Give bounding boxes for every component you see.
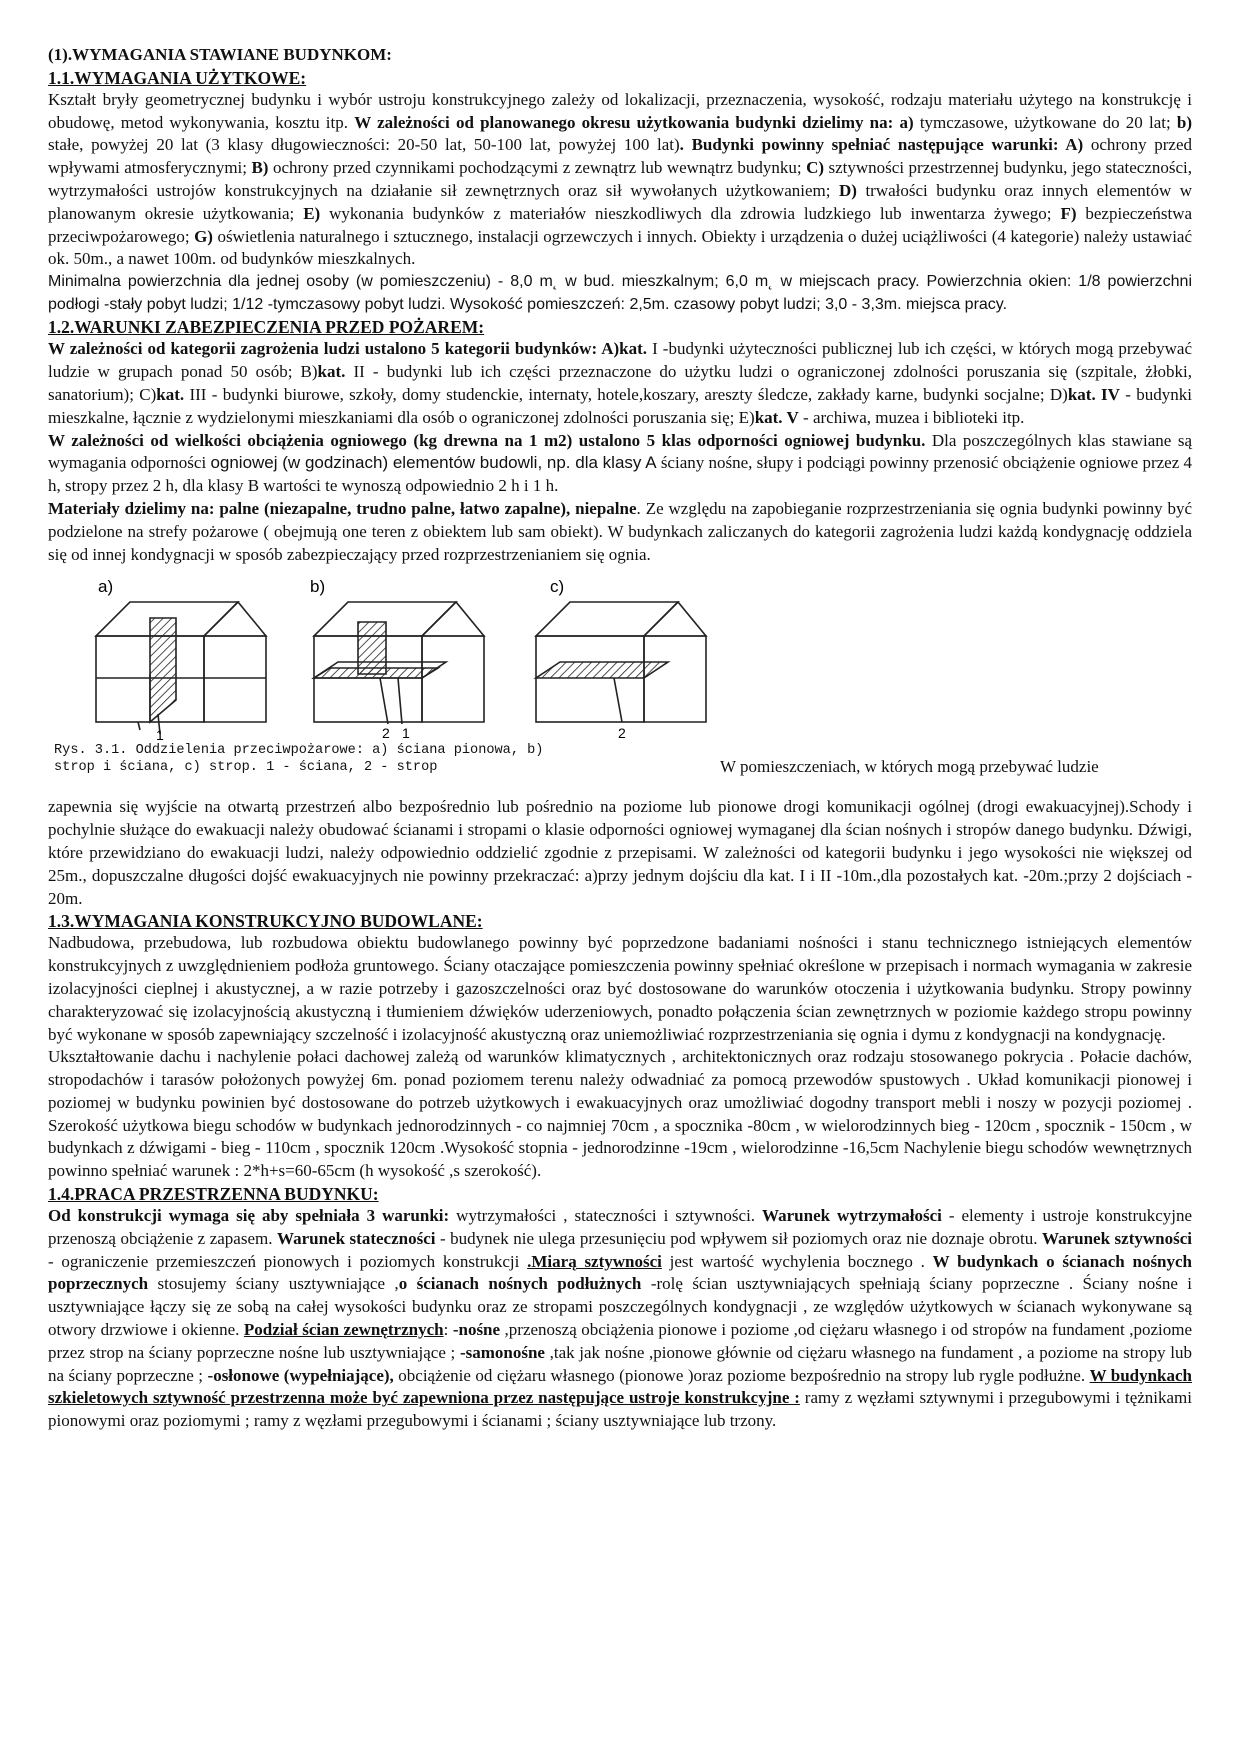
paragraph-construction: Nadbudowa, przebudowa, lub rozbudowa obiektu budowlanego powinny być poprzedzone badaniami nośności i stanu technicznego istniejących elementów konstrukcyjnych z uwzględnieniem podłoża gruntowego. Ściany otaczające pomieszczenia powinny spełniać określone w przepisach i normach wymagania w zakresie izolacyjności cieplnej i akustycznej, a w razie potrzeby i gazoszczelności oraz być dostosowane do warunków otoczenia i użytkowania budynku. Stropy powinny charakteryzować się izolacyjnością akustyczną i tłumieniem dźwięków uderzeniowych, ponadto połączenia ścian zewnętrznych w poziomie każdego stropu powinny być wykonane w sposób zapewniający szczelność i izolacyjność akustyczną oraz uniemożliwiać rozprzestrzeniania się ognia i dymu z kondygnacji na kondygnację. <box>48 933 1192 1044</box>
diagram-vertical-wall <box>88 574 278 740</box>
paragraph-usage-requirements: Kształt bryły geometrycznej budynku i wybór ustroju konstrukcyjnego zależy od lokalizacji, przeznaczenia, wysokość, rodzaju materiału użytego na konstrukcję i obudowę, metod wykonywania, kosztu itp. W zależności od planowanego okresu użytkowania budynki dzielimy na: a) tymczasowe, użytkowane do 20 lat; b) stałe, powyżej 20 lat (3 klasy długowieczności: 20-50 lat, 50-100 lat, powyżej 100 lat). Budynki powinny spełniać następujące warunki: A) ochrony przed wpływami atmosferycznymi; B) ochrony przed czynnikami pochodzącymi z zewnątrz lub wewnątrz budynku; C) sztywności przestrzennej budynku, jego stateczności, wytrzymałości ustrojów konstrukcyjnych na działanie sił zewnętrznych oraz sił wywołanych użytkowaniem; D) trwałości budynku oraz innych elementów w planowanym okresie użytkowania; E) wykonania budynków z materiałów nieszkodliwych dla zdrowia ludzkiego lub inwentarza żywego; F) bezpieczeństwa przeciwpożarowego; G) oświetlenia naturalnego i sztucznego, instalacji ogrzewczych i innych. Obiekty i urządzenia o dużej uciążliwości (4 kategorie) należy ustawiać ok. 50m., a nawet 100m. od budynków mieszkalnych. <box>48 89 1193 269</box>
figure-label-2c: 2 <box>618 725 626 741</box>
section-heading-1-4: 1.4.PRACA PRZESTRZENNA BUDYNKU: <box>48 1184 379 1205</box>
figure-label-2b: 2 <box>382 725 390 741</box>
section-heading-1-3: 1.3.WYMAGANIA KONSTRUKCYJNO BUDOWLANE: <box>48 911 483 932</box>
paragraph-minimal-area: Minimalna powierzchnia dla jednej osoby (w pomieszczeniu) - 8,0 m˛ w bud. mieszkalnym; 6,0 m˛ w miejscach pracy. Powierzchnia okien: 1/8 powierzchni podłogi -stały pobyt ludzi; 1/12 -tymczasowy pobyt ludzi. Wysokość pomieszczeń: 2,5m. czasowy pobyt ludzi; 3,0 - 3,3m. miejsca pracy. <box>48 273 1192 313</box>
section-heading-1-2: 1.2.WARUNKI ZABEZPIECZENIA PRZED POŻAREM: <box>48 317 485 338</box>
paragraph-fire-categories: W zależności od kategorii zagrożenia ludzi ustalono 5 kategorii budynków: A)kat. I -budynki użyteczności publicznej lub ich części, w których mogą przebywać ludzie w grupach ponad 50 osób; B)kat. II - budynki lub ich części przeznaczone do użytku ludzi o ograniczonej zdolności poruszania się (szpitale, żłobki, sanatorium); C)kat. III - budynki biurowe, szkoły, domy studenckie, internaty, hotele,koszary, areszty śledcze, zakłady karne, budynki socjalne; D)kat. IV - budynki mieszkalne, łącznie z wydzielonymi mieszkaniami dla osób o ograniczonej zdolności poruszania się; E)kat. V - archiwa, muzea i biblioteki itp. <box>48 339 1193 427</box>
figure-label-c: c) <box>550 577 565 597</box>
caption-line-1: Rys. 3.1. Oddzielenia przeciwpożarowe: a) ściana pionowa, b) <box>54 743 544 759</box>
paragraph-roof-stairs: Ukształtowanie dachu i nachylenie połaci dachowej zależą od warunków klimatycznych , architektonicznych oraz rodzaju stosowanego pokrycia . Połacie dachów, stropodachów i tarasów położonych powyżej 6m. ponad poziomem terenu należy odwadniać za pomocą przewodów spustowych . Układ komunikacji pionowej i poziomej w budynku powinien być dostosowane do potrzeb użytkowych i ewakuacyjnych oraz umożliwiać dogodny transport mebli i noszy w pozycji poziomej . Szerokość użytkowa biegu schodów w budynkach jednorodzinnych - co najmniej 70cm , a spocznika -80cm , w wielorodzinnych bieg - 120cm , spocznik - 150cm , w budynkach z dźwigami - bieg - 110cm , spocznik 120cm .Wysokość stopnia - jednorodzinne -19cm , wielorodzinne -16,5cm Nachylenie biegu schodów wewnętrznych powinno spełniać warunek : 2*h+s=60-65cm (h wysokość ,s szerokość). <box>48 1047 1192 1181</box>
caption-line-2: strop i ściana, c) strop. 1 - ściana, 2 - strop <box>54 760 438 776</box>
figure-caption <box>54 742 754 776</box>
document-title: (1).WYMAGANIA STAWIANE BUDYNKOM: <box>48 45 392 64</box>
paragraph-evacuation-start: W pomieszczeniach, w których mogą przebywać ludzie <box>720 757 1099 777</box>
diagram-floor-and-wall <box>306 574 496 740</box>
figure-fire-separation <box>48 574 1192 740</box>
figure-label-1b: 1 <box>402 725 410 741</box>
paragraph-evacuation: zapewnia się wyjście na otwartą przestrzeń albo bezpośrednio lub pośrednio na poziome lub pionowe drogi komunikacji ogólnej (drogi ewakuacyjnej).Schody i pochylnie służące do ewakuacji należy obudować ścianami i stropami o klasie odporności ogniowej wymaganej dla ścian nośnych i stropów danego budynku. Dźwigi, które przewidziano do ewakuacji ludzi, należy odpowiednio oddzielić zgodnie z przepisami. W zależności od kategorii budynku i jego wysokości nie większej od 25m., dopuszczalne długości dojść ewakuacyjnych nie powinny przekraczać: a)przy jednym dojściu dla kat. I i II -10m.,dla pozostałych kat. -20m.;przy 2 dojściach - 20m. <box>48 797 1192 908</box>
figure-label-a: a) <box>98 577 114 597</box>
paragraph-materials: Materiały dzielimy na: palne (niezapalne, trudno palne, łatwo zapalne), niepalne. Ze względu na zapobieganie rozprzestrzeniania się ognia budynki powinny być podzielone na strefy pożarowe ( obejmują one teren z obiektem lub sam obiekt). W budynkach zaliczanych do kategorii zagrożenia ludzi każdą kondygnację oddziela się od innej kondygnacji w sposób zabezpieczający przed rozprzestrzenianiem się ognia. <box>48 498 1193 564</box>
figure-caption-row <box>48 740 1192 796</box>
paragraph-fire-resistance: W zależności od wielkości obciążenia ogniowego (kg drewna na 1 m2) ustalono 5 klas odporności ogniowej budynku. Dla poszczególnych klas stawiane są wymagania odporności ogniowej (w godzinach) elementów budowli, np. dla klasy A ściany nośne, słupy i podciągi powinny przenosić obciążenie ogniowe przez 4 h, stropy przez 2 h, dla klasy B wartości te wynoszą odpowiednio 2 h i 1 h. <box>48 430 1193 496</box>
diagram-floor <box>518 574 718 740</box>
figure-label-1a: 1 <box>156 727 164 741</box>
figure-label-b: b) <box>310 577 326 597</box>
paragraph-spatial-work: Od konstrukcji wymaga się aby spełniała 3 warunki: wytrzymałości , stateczności i sztywności. Warunek wytrzymałości - elementy i ustroje konstrukcyjne przenoszą obciążenie z zapasem. Warunek stateczności - budynek nie ulega przesunięciu pod wpływem sił poziomych oraz nie doznaje obrotu. Warunek sztywności - ograniczenie przemieszczeń pionowych i poziomych konstrukcji .Miarą sztywności jest wartość wychylenia bocznego . W budynkach o ścianach nośnych poprzecznych stosujemy ściany usztywniające ,o ścianach nośnych podłużnych -rolę ścian usztywniających spełniają ściany poprzeczne . Ściany nośne i usztywniające łączy się ze sobą na całej wysokości budynku oraz ze stropami poszczególnych kondygnacji , ze względów użytkowych w ścianach wykonywane są otwory drzwiowe i okienne. Podział ścian zewnętrznych: -nośne ,przenoszą obciążenia pionowe i poziome ,od ciężaru własnego i od stropów na fundament ,poziome przez strop na ściany poprzeczne nośne lub usztywniające ; -samonośne ,tak jak nośne ,pionowe głównie od ciężaru własnego na fundament , a poziome na stropy lub na ściany poprzeczne ; -osłonowe (wypełniające), obciążenie od ciężaru własnego (pionowe )oraz poziome bezpośrednio na stropy lub rygle podłużne. W budynkach szkieletowych sztywność przestrzenna może być zapewniona przez następujące ustroje konstrukcyjne : ramy z węzłami sztywnymi i przegubowymi i tężnikami pionowymi oraz poziomymi ; ramy z węzłami przegubowymi i ścianami ; ściany usztywniające lub trzony. <box>48 1206 1193 1431</box>
document-page <box>48 44 1192 1433</box>
section-heading-1-1: 1.1.WYMAGANIA UŻYTKOWE: <box>48 67 307 88</box>
